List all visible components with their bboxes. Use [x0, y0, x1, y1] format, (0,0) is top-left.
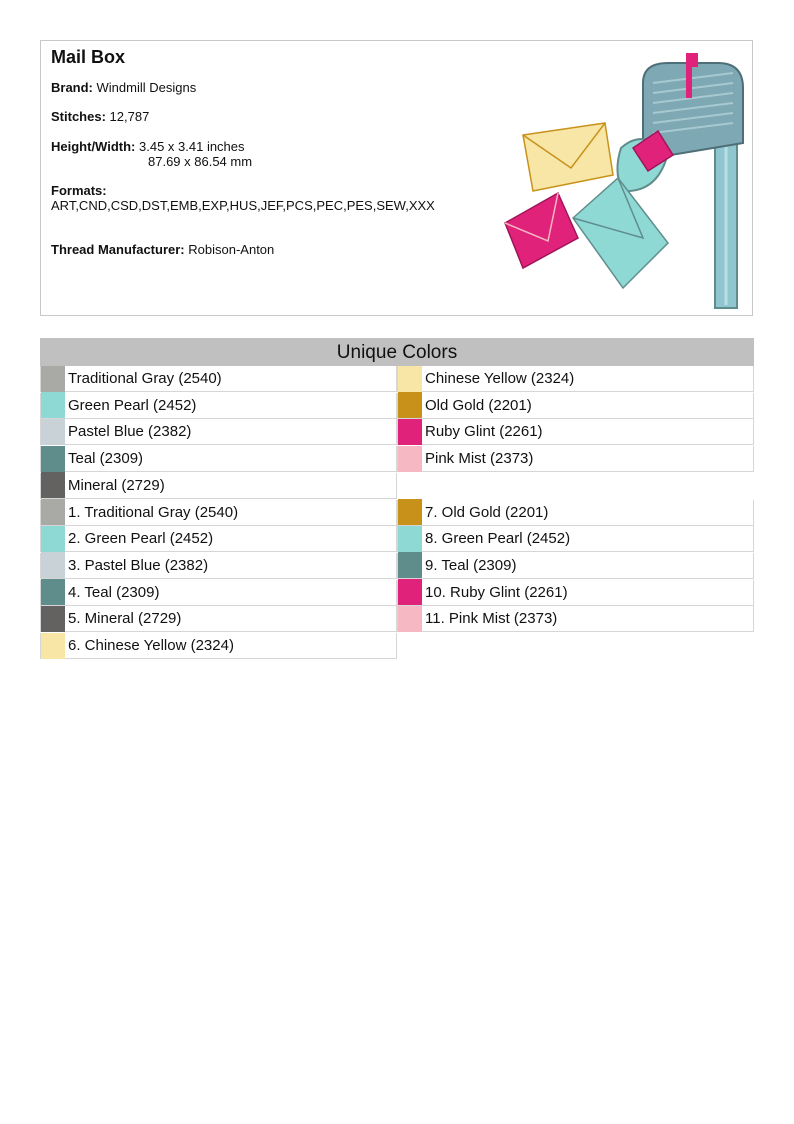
color-label: 9. Teal (2309)	[425, 556, 517, 574]
color-label: Mineral (2729)	[68, 476, 165, 494]
height-width-mm: 87.69 x 86.54 mm	[148, 154, 253, 169]
color-row	[397, 526, 754, 552]
color-swatch	[41, 366, 65, 392]
color-swatch	[41, 526, 65, 552]
color-label: Traditional Gray (2540)	[68, 370, 222, 387]
color-label: 4. Teal (2309)	[68, 583, 160, 601]
color-row	[40, 446, 397, 472]
color-label: Old Gold (2201)	[425, 396, 532, 414]
mailbox-embroidery-image	[493, 43, 751, 313]
color-row	[397, 393, 754, 419]
color-label: 10. Ruby Glint (2261)	[425, 583, 568, 601]
color-swatch	[41, 579, 65, 605]
color-row	[397, 580, 754, 606]
color-swatch	[41, 392, 65, 418]
color-label: 2. Green Pearl (2452)	[68, 530, 214, 548]
stitches-value: 12,787	[109, 109, 150, 124]
color-swatch	[41, 552, 65, 578]
color-row	[397, 553, 754, 579]
color-row	[40, 500, 397, 526]
design-info-panel	[40, 40, 753, 316]
color-label: Teal (2309)	[68, 450, 144, 468]
formats-value: ART,CND,CSD,DST,EMB,EXP,HUS,JEF,PCS,PEC,PES,SEW,XXX	[51, 198, 435, 213]
color-swatch	[41, 446, 65, 472]
thread-line	[51, 243, 274, 257]
thread-value: Robison-Anton	[188, 242, 275, 257]
color-swatch	[398, 446, 422, 472]
color-row	[397, 500, 754, 526]
thread-label: Thread Manufacturer:	[51, 242, 185, 257]
color-swatch	[398, 606, 422, 632]
color-row	[40, 419, 397, 445]
brand-value: Windmill Designs	[96, 80, 197, 95]
color-row	[397, 366, 754, 392]
color-swatch	[398, 419, 422, 445]
color-swatch	[41, 633, 65, 659]
color-row	[40, 606, 397, 632]
color-label: Green Pearl (2452)	[68, 396, 197, 414]
color-row	[40, 553, 397, 579]
color-swatch	[398, 366, 422, 392]
color-row	[397, 606, 754, 632]
color-row	[40, 580, 397, 606]
stitches-line	[51, 110, 149, 124]
color-row	[397, 419, 754, 445]
color-swatch	[398, 579, 422, 605]
color-row	[40, 366, 397, 392]
color-swatch	[398, 552, 422, 578]
color-label: 7. Old Gold (2201)	[425, 503, 549, 521]
color-row	[40, 473, 397, 499]
color-swatch	[41, 499, 65, 525]
unique-colors-table	[40, 338, 754, 654]
brand-line	[51, 81, 196, 95]
color-row	[40, 526, 397, 552]
color-label: 5. Mineral (2729)	[68, 610, 182, 628]
unique-colors-header: Unique Colors	[40, 338, 754, 366]
height-width-inches: 3.45 x 3.41 inches	[139, 139, 245, 154]
formats-label-text: Formats:	[51, 183, 107, 198]
color-row	[40, 393, 397, 419]
color-row	[40, 633, 397, 659]
color-label: Pink Mist (2373)	[425, 450, 534, 468]
color-label: 11. Pink Mist (2373)	[425, 610, 558, 628]
height-width-line	[51, 140, 245, 154]
height-width-label: Height/Width:	[51, 139, 136, 154]
color-swatch	[41, 606, 65, 632]
color-label: Ruby Glint (2261)	[425, 423, 543, 441]
color-label: Pastel Blue (2382)	[68, 423, 192, 441]
color-label: Chinese Yellow (2324)	[425, 370, 575, 387]
color-swatch	[41, 472, 65, 498]
color-row	[397, 446, 754, 472]
color-label: 1. Traditional Gray (2540)	[68, 503, 239, 521]
color-label: 3. Pastel Blue (2382)	[68, 556, 209, 574]
design-title: Mail Box	[51, 47, 126, 67]
stitches-label: Stitches:	[51, 109, 106, 124]
formats-label	[51, 184, 107, 198]
color-swatch	[398, 392, 422, 418]
color-swatch	[398, 499, 422, 525]
color-swatch	[41, 419, 65, 445]
color-swatch	[398, 526, 422, 552]
brand-label: Brand:	[51, 80, 93, 95]
color-label: 8. Green Pearl (2452)	[425, 530, 571, 548]
color-label: 6. Chinese Yellow (2324)	[68, 637, 234, 654]
